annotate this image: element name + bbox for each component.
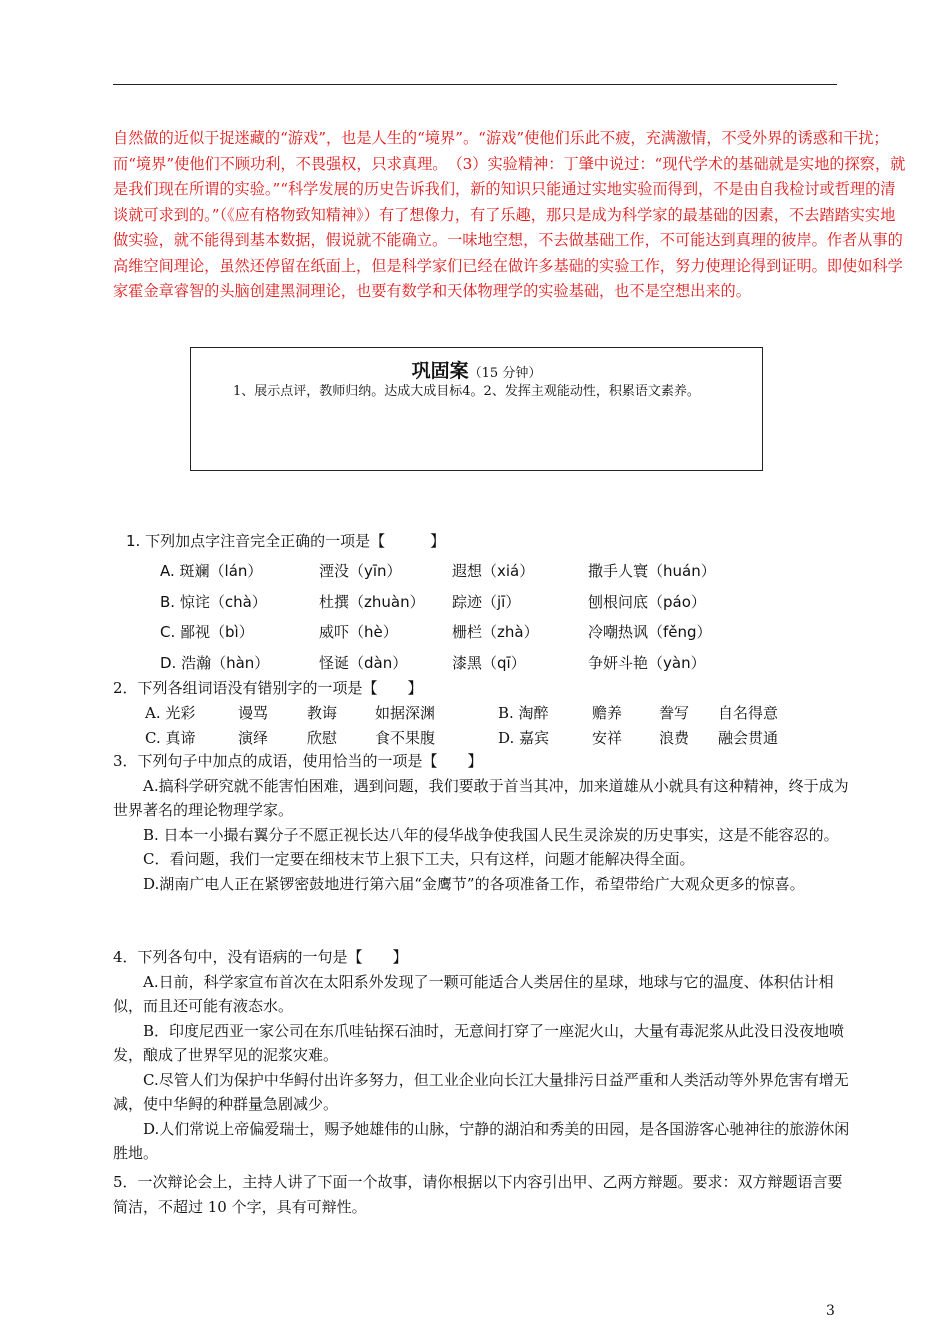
question-2-row-cd: C. 真谛 演绎 欣慰 食不果腹 D. 嘉宾 安祥 浪费 融会贯通 [145,728,779,747]
box-text: 1、展示点评，教师归纳。达成大成目标4。2、发挥主观能动性，积累语文素养。 [233,384,700,399]
question-1-option-b: B. 惊诧（chà） 杜撰（zhuàn） 踪迹（jī） 刨根问底（páo） [160,592,706,611]
question-1 [126,528,866,676]
question-3-option-d: D.湖南广电人正在紧锣密鼓地进行第六届“金鹰节”的各项准备工作，希望带给广大观众更多的惊喜。 [143,874,805,893]
question-3-stem: 3．下列句子中加点的成语，使用恰当的一项是【 】 [113,752,483,770]
question-4-option-a: A.日前，科学家宣布首次在太阳系外发现了一颗可能适合人类居住的星球，地球与它的温度、体积估计相似，而且还可能有液态水。 [113,972,834,1015]
box-title [191,356,762,383]
question-3 [113,749,853,896]
red-paragraph: 自然做的近似于捉迷藏的“游戏”，也是人生的“境界”。“游戏”使他们乐此不疲，充满激情，不受外界的诱惑和干扰；而“境界”使他们不顾功利，不畏强权，只求真理。 （3）实验精神：丁肇中说过：“现代学术的基础就是实地的探察，就是我们现在所谓的实验。”“科学发展的历史告诉我们，新的知识只能通过实地实验而得到，不是由自我检讨或哲理的清谈就可求到的。”（《应有格物致知精神》）有了想像力，有了乐趣，那只是成为科学家的最基础的因素，不去踏踏实实地做实验，就不能得到基本数据，假说就不能确立。一味地空想，不去做基础工作，不可能达到真理的彼岸。作者从事的高维空间理论，虽然还停留在纸面上，但是科学家们已经在做许多基础的实验工作，努力使理论得到证明。即使如科学家霍金章睿智的头脑创建黑洞理论，也要有数学和天体物理学的实验基础，也不是空想出来的。 [113,129,906,300]
question-3-option-b: B. 日本一小撮右翼分子不愿正视长达八年的侵华战争使我国人民生灵涂炭的历史事实，这是不能容忍的。 [143,825,839,844]
question-1-stem: 1. 下列加点字注音完全正确的一项是【 】 [126,532,446,550]
box-duration: （15 分钟） [468,366,542,381]
question-5-stem: 5．一次辩论会上，主持人讲了下面一个故事，请你根据以下内容引出甲、乙两方辩题。要求：双方辩题语言要简洁，不超过 10 个字，具有可辩性。 [113,1173,843,1216]
question-1-option-a: A. 斑斓（lán） 湮没（yīn） 遐想（xiá） 撒手人寰（huán） [160,562,716,580]
question-2-row-ab: A. 光彩 谩骂 教诲 如据深渊 B. 淘醉 赡养 誊写 自名得意 [145,703,779,722]
box-title-text: 巩固案 [411,360,469,382]
question-4-stem: 4．下列各句中，没有语病的一句是【 】 [113,948,408,966]
question-5 [113,1170,853,1219]
question-4-option-b: B．印度尼西亚一家公司在东爪哇钻探石油时，无意间打穿了一座泥火山，大量有毒泥浆从此没日没夜地喷发，酿成了世界罕见的泥浆灾难。 [113,1021,845,1064]
question-2-stem: 2．下列各组词语没有错别字的一项是【 】 [113,679,423,697]
question-2 [113,676,853,751]
question-4-option-c: C.尽管人们为保护中华鲟付出许多努力，但工业企业向长江大量排污日益严重和人类活动等外界危害有增无减，使中华鲟的种群量急剧减少。 [113,1070,849,1113]
consolidation-box [190,347,763,471]
header-rule [113,84,837,85]
question-3-option-a: A.搞科学研究就不能害怕困难，遇到问题，我们要敢于首当其冲，加来道雄从小就具有这种精神，终于成为世界著名的理论物理学家。 [113,776,849,819]
question-1-option-c: C. 鄙视（bì） 威吓（hè） 栅栏（zhà） 冷嘲热讽（fěng） [160,623,712,641]
question-3-option-c: C．看问题，我们一定要在细枝末节上狠下工夫，只有这样，问题才能解决得全面。 [143,850,695,868]
question-4 [113,945,853,1166]
question-1-option-d: D. 浩瀚（hàn） 怪诞（dàn） 漆黑（qī） 争妍斗艳（yàn） [160,653,706,672]
page-number: 3 [826,1303,835,1319]
question-4-option-d: D.人们常说上帝偏爱瑞士，赐予她雄伟的山脉，宁静的湖泊和秀美的田园，是各国游客心驰神往的旅游休闲胜地。 [113,1119,850,1162]
